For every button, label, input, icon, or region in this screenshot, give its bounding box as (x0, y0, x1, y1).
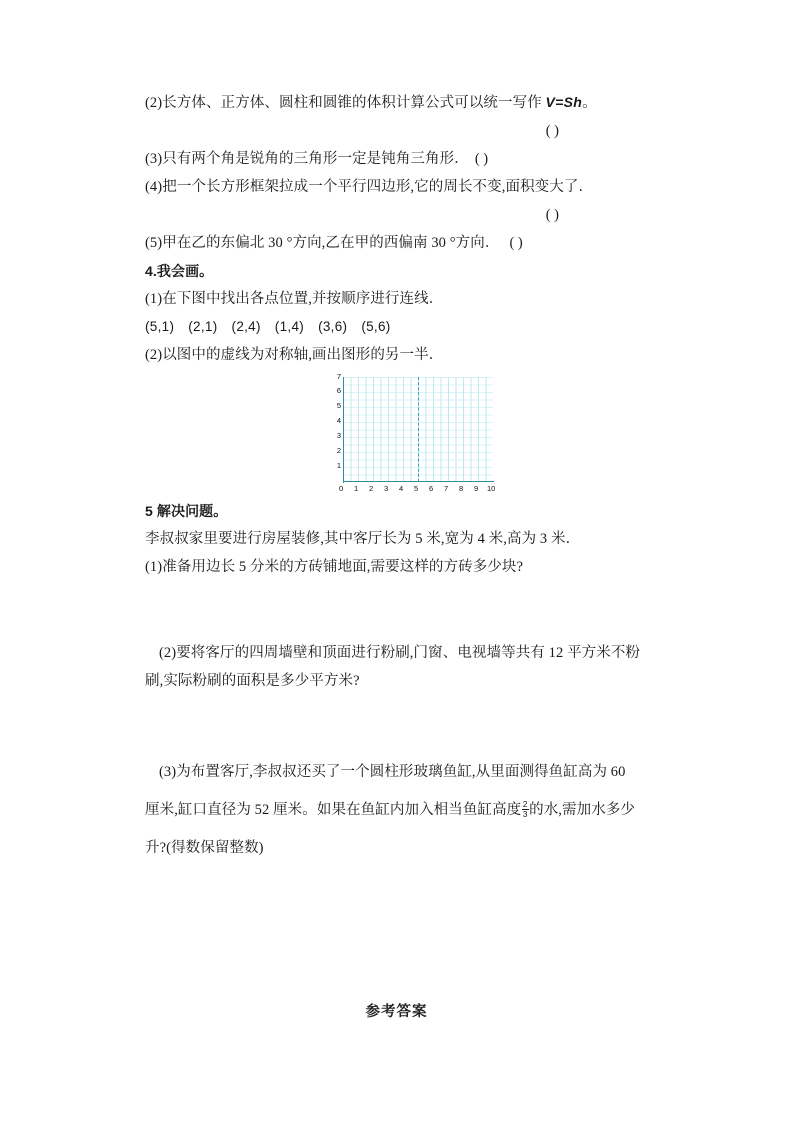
y-tick-3: 3 (336, 431, 341, 440)
judge-item-5-prefix: (5) (145, 235, 163, 251)
judge-item-3-prefix: (3) (145, 151, 163, 167)
x-tick-7: 7 (444, 484, 449, 493)
y-tick-5: 5 (336, 401, 341, 410)
judge-item-4-text: 把一个长方形框架拉成一个平行四边形,它的周长不变,面积变大了． (162, 179, 594, 195)
x-tick-2: 2 (369, 484, 374, 493)
fraction-two-thirds (522, 800, 529, 819)
section-5-question-3-text-b: 厘米,缸口直径为 52 厘米。如果在鱼缸内加入相当鱼缸高度 (145, 802, 522, 818)
y-tick-7: 7 (336, 372, 341, 381)
section-5-question-2-line-1 (145, 639, 655, 667)
judge-item-5 (145, 229, 655, 257)
x-tick-8: 8 (459, 484, 464, 493)
section-4-point-list (145, 313, 655, 341)
section-5-question-2-line-2: 刷,实际粉刷的面积是多少平方米? (145, 673, 360, 689)
x-tick-9: 9 (474, 484, 479, 493)
section-4-question-2: (2)以图中的虚线为对称轴,画出图形的另一半． (145, 347, 444, 363)
section-5-question-2-text-a: (2)要将客厅的四周墙壁和顶面进行粉刷,门窗、电视墙等共有 12 平方米不粉 (159, 645, 641, 661)
judge-item-3-bracket[interactable]: ( ) (474, 151, 489, 167)
y-tick-2: 2 (336, 446, 341, 455)
answer-section-title: 参考答案 (365, 1004, 428, 1020)
point-item: (3,6) (318, 319, 348, 334)
judge-item-2-suffix: 。 (582, 95, 597, 111)
judge-item-2 (145, 88, 655, 117)
answer-space-1 (145, 581, 655, 639)
grid-y-axis-labels (331, 372, 341, 482)
grid-x-axis-labels (339, 484, 503, 496)
section-5-question-1: (1)准备用边长 5 分米的方砖铺地面,需要这样的方砖多少块? (145, 559, 524, 575)
point-item: (5,1) (145, 319, 175, 334)
y-tick-6: 6 (336, 386, 341, 395)
judge-item-3 (145, 145, 655, 173)
y-tick-1: 1 (336, 461, 341, 470)
judge-item-2-text: 长方体、正方体、圆柱和圆锥的体积计算公式可以统一写作 (162, 95, 546, 111)
section-5-question-3-line-2 (145, 791, 655, 829)
fraction-numerator: 2 (522, 799, 528, 810)
point-item: (5,6) (361, 319, 391, 334)
grid-cells (343, 377, 493, 482)
y-tick-4: 4 (336, 416, 341, 425)
judge-item-2-prefix: (2) (145, 95, 163, 111)
judge-item-4-prefix: (4) (145, 179, 163, 195)
grid-plot-area[interactable] (343, 377, 493, 482)
section-5-heading: 5 解决问题。 (145, 503, 228, 519)
judge-item-2-bracket[interactable]: ( ) (545, 123, 559, 139)
section-4-heading: 4.我会画。 (145, 263, 214, 279)
section-5-question-3-line-3: 升?(得数保留整数) (145, 840, 264, 856)
judge-item-5-text: 甲在乙的东偏北 30 °方向,乙在甲的西偏南 30 °方向． (162, 235, 500, 251)
x-tick-6: 6 (429, 484, 434, 493)
x-tick-4: 4 (399, 484, 404, 493)
grid-x-axis (343, 481, 494, 482)
judge-item-5-bracket[interactable]: ( ) (509, 235, 523, 251)
judge-item-4 (145, 173, 655, 201)
fraction-denominator: 3 (522, 809, 528, 820)
judge-item-4-bracket[interactable]: ( ) (545, 207, 559, 223)
point-item: (1,4) (274, 319, 305, 334)
x-tick-0: 0 (339, 484, 344, 493)
grid-y-axis (343, 377, 344, 483)
section-4-question-1: (1)在下图中找出各点位置,并按顺序进行连线． (145, 291, 444, 307)
section-5-question-3-text-c: 的水,需加水多少 (529, 802, 636, 818)
x-tick-5: 5 (414, 484, 419, 493)
x-tick-1: 1 (354, 484, 359, 493)
coordinate-grid-figure (145, 372, 655, 495)
x-tick-3: 3 (384, 484, 389, 493)
section-5-question-3-text-a: (3)为布置客厅,李叔叔还买了一个圆柱形玻璃鱼缸,从里面测得鱼缸高为 60 (159, 764, 626, 780)
section-5-question-3-line-1 (145, 753, 655, 791)
judge-item-2-formula: V=Sh (545, 94, 583, 110)
answer-space-2 (145, 695, 655, 753)
point-item: (2,1) (188, 319, 218, 334)
section-5-intro: 李叔叔家里要进行房屋装修,其中客厅长为 5 米,宽为 4 米,高为 3 米． (145, 531, 581, 547)
judge-item-3-text: 只有两个角是锐角的三角形一定是钝角三角形． (162, 151, 469, 167)
x-tick-10: 10 (487, 484, 496, 493)
symmetry-axis-dashed-line (418, 377, 419, 482)
point-item: (2,4) (231, 319, 261, 334)
worksheet-content (145, 88, 655, 867)
